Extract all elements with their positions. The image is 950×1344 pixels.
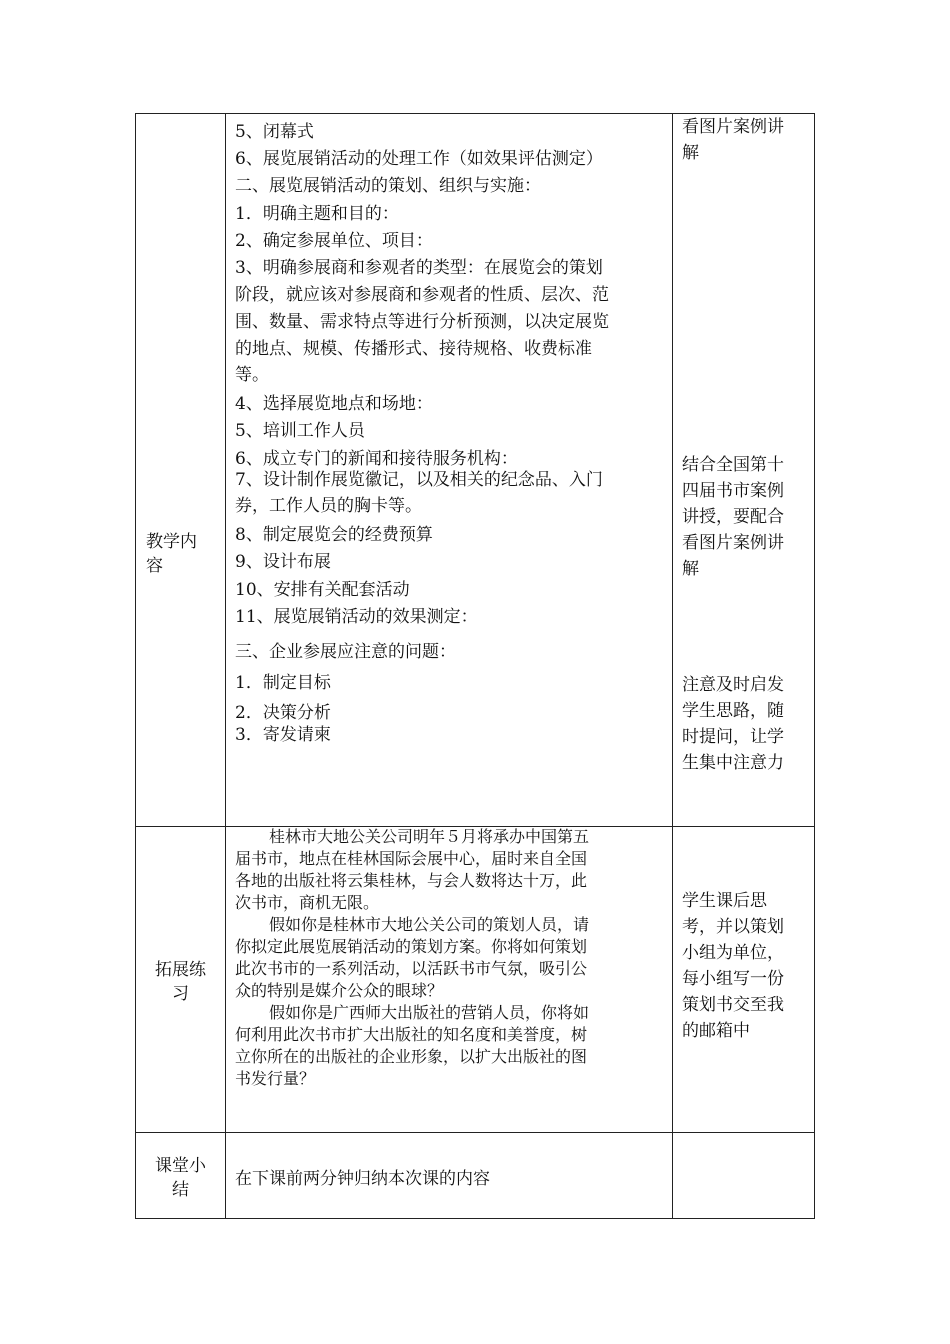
paragraph-line: 假如你是桂林市大地公关公司的策划人员，请 (269, 915, 590, 934)
summary-text: 在下课前两分钟归纳本次课的内容 (235, 1169, 490, 1189)
content-line: 2．决策分析 (235, 703, 331, 723)
content-line: 等。 (235, 365, 269, 385)
paragraph-line: 何利用此次书市扩大出版社的知名度和美誉度，树 (235, 1025, 588, 1044)
content-line: 11、展览展销活动的效果测定： (235, 607, 478, 627)
paragraph-line: 立你所在的出版社的企业形象，以扩大出版社的图 (235, 1047, 588, 1066)
paragraph (235, 914, 665, 1002)
paragraph (235, 1002, 665, 1090)
content-line: 6、成立专门的新闻和接待服务机构： (235, 449, 518, 469)
row-label-practice (136, 958, 225, 1006)
note-line: 讲授，要配合 (682, 507, 784, 527)
paragraph-line: 桂林市大地公关公司明年５月将承办中国第五 (269, 827, 590, 846)
paragraph-line: 此次书市的一系列活动，以活跃书市气氛，吸引公 (235, 959, 588, 978)
content-line: 9、设计布展 (235, 552, 331, 572)
content-line: 6、展览展销活动的处理工作（如效果评估测定） (235, 149, 603, 169)
content-line: 二、展览展销活动的策划、组织与实施： (235, 176, 541, 196)
content-line: 3、明确参展商和参观者的类型：在展览会的策划 (235, 258, 603, 278)
label-line: 习 (172, 984, 189, 1004)
content-line: 1．制定目标 (235, 673, 331, 693)
note-line: 小组为单位， (682, 943, 784, 963)
content-line: 的地点、规模、传播形式、接待规格、收费标准 (235, 339, 592, 359)
teaching-note (682, 672, 784, 776)
note-line: 学生思路，随 (682, 701, 784, 721)
paragraph-line: 次书市，商机无限。 (235, 893, 380, 912)
note-line: 考，并以策划 (682, 917, 784, 937)
note-line: 学生课后思 (682, 891, 767, 911)
label-line: 结 (172, 1180, 189, 1200)
note-line: 生集中注意力 (682, 753, 784, 773)
note-line: 四届书市案例 (682, 481, 784, 501)
content-line: 2、确定参展单位、项目： (235, 231, 433, 251)
note-line: 结合全国第十 (682, 455, 784, 475)
row-divider (136, 1132, 814, 1133)
note-line: 的邮箱中 (682, 1021, 750, 1041)
paragraph-line: 各地的出版社将云集桂林，与会人数将达十万，此 (235, 871, 588, 890)
teaching-note (682, 452, 784, 582)
paragraph-line: 你拟定此展览展销活动的策划方案。你将如何策划 (235, 937, 588, 956)
content-line: 7、设计制作展览徽记，以及相关的纪念品、入门 (235, 470, 603, 490)
content-line: 3．寄发请柬 (235, 725, 331, 745)
note-line: 注意及时启发 (682, 675, 784, 695)
practice-paragraphs (235, 826, 665, 1090)
teaching-note (682, 114, 784, 166)
note-line: 策划书交至我 (682, 995, 784, 1015)
paragraph-line: 假如你是广西师大出版社的营销人员，你将如 (269, 1003, 590, 1022)
note-line: 每小组写一份 (682, 969, 784, 989)
label-line: 课堂小 (155, 1156, 206, 1176)
practice-note (682, 888, 784, 1044)
note-line: 看图片案例讲 (682, 533, 784, 553)
content-line: 8、制定展览会的经费预算 (235, 525, 433, 545)
content-line: 三、企业参展应注意的问题： (235, 642, 456, 662)
label-line: 容 (146, 556, 163, 576)
content-line: 券，工作人员的胸卡等。 (235, 496, 422, 516)
paragraph (235, 826, 665, 914)
paragraph-line: 众的特别是媒介公众的眼球？ (235, 981, 444, 1000)
content-line: 围、数量、需求特点等进行分析预测，以决定展览 (235, 312, 609, 332)
content-main (235, 114, 665, 826)
label-line: 教学内 (146, 532, 197, 552)
lesson-plan-table (135, 113, 815, 1219)
content-line: 阶段，就应该对参展商和参观者的性质、层次、范 (235, 285, 609, 305)
content-line: 4、选择展览地点和场地： (235, 394, 433, 414)
note-line: 解 (682, 559, 699, 579)
row-label-content (136, 530, 225, 578)
note-line: 时提问，让学 (682, 727, 784, 747)
content-line: 5、闭幕式 (235, 122, 314, 142)
note-line: 看图片案例讲 (682, 117, 784, 137)
content-line: 10、安排有关配套活动 (235, 580, 410, 600)
note-line: 解 (682, 143, 699, 163)
content-line: 5、培训工作人员 (235, 421, 365, 441)
column-divider (672, 114, 673, 1218)
column-divider (225, 114, 226, 1218)
content-line: 1．明确主题和目的： (235, 204, 399, 224)
row-label-summary (136, 1154, 225, 1202)
label-line: 拓展练 (155, 960, 206, 980)
paragraph-line: 书发行量？ (235, 1069, 316, 1088)
paragraph-line: 届书市，地点在桂林国际会展中心，届时来自全国 (235, 849, 588, 868)
